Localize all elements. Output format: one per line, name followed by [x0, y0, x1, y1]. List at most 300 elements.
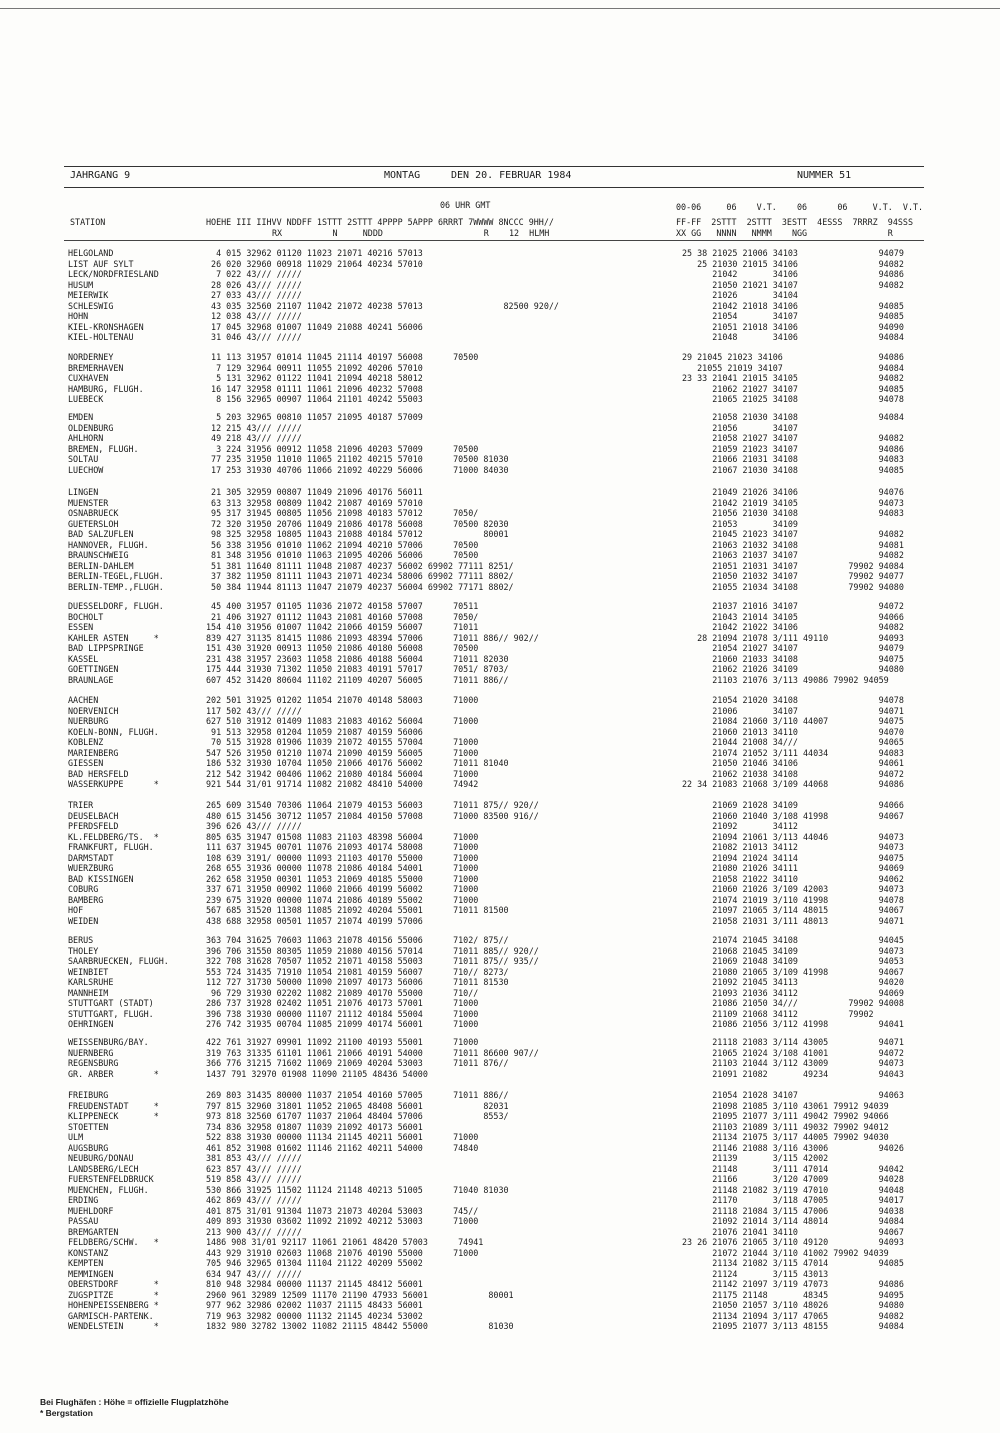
station-name: HOF — [68, 905, 84, 915]
summary-values: 21056 21030 34108 94083 — [682, 508, 904, 518]
observation-codes: 31 046 43/// ///// — [206, 332, 302, 342]
observation-codes: 231 438 31957 23603 11058 21086 40188 56004 71011 82030 — [206, 653, 509, 664]
summary-values: 21080 21065 3/109 41998 94067 — [682, 966, 904, 977]
station-name: KLIPPENECK * — [68, 1111, 159, 1121]
station-name: MEIERWIK — [68, 290, 109, 300]
station-name: AUGSBURG — [68, 1142, 109, 1153]
station-name: FUERSTENFELDBRUCK — [68, 1174, 154, 1184]
observation-codes: 7 129 32964 00911 11055 21092 40206 57010 — [206, 362, 423, 373]
station-name: KAHLER ASTEN * — [68, 632, 159, 643]
station-name: OLDENBURG — [68, 422, 114, 433]
report-date: DEN 20. FEBRUAR 1984 — [451, 170, 572, 181]
summary-values: 21050 21032 34107 79902 94077 — [682, 571, 904, 581]
observation-codes: 11 113 31957 01014 11045 21114 40197 56008 70500 — [206, 352, 479, 362]
summary-values: 21103 21089 3/111 49032 79902 94012 — [682, 1121, 889, 1132]
station-name: LINGEN — [68, 487, 99, 497]
summary-values: 21062 21027 34107 94085 — [682, 383, 904, 394]
observation-codes: 4 015 32962 01120 11023 21071 40216 57013 — [206, 248, 423, 258]
station-name: KONSTANZ — [68, 1247, 109, 1258]
summary-values: 21042 34106 94086 — [682, 269, 904, 279]
summary-values: 21044 21008 34/// 94065 — [682, 737, 904, 747]
observation-codes: 56 338 31956 01010 11062 21094 40210 57006 70500 — [206, 539, 479, 550]
observation-codes: 112 727 31730 50000 11090 21097 40173 56006 71011 81530 — [206, 977, 509, 987]
station-name: DEUSELBACH — [68, 810, 119, 821]
station-name: LUECHOW — [68, 464, 104, 475]
observation-codes: 8 156 32965 00907 11064 21101 40242 55003 — [206, 394, 423, 404]
summary-values: 21097 21065 3/114 48015 94067 — [682, 905, 904, 915]
summary-values: 21094 21024 34114 94075 — [682, 852, 904, 863]
observation-codes: 627 510 31912 01409 11083 21083 40162 56004 71000 — [206, 716, 479, 726]
observation-codes: 462 869 43/// ///// — [206, 1195, 302, 1205]
station-name: LANDSBERG/LECH — [68, 1163, 139, 1174]
station-name: KEMPTEN — [68, 1258, 104, 1268]
observation-codes: 276 742 31935 00704 11085 21099 40174 56001 71000 — [206, 1019, 479, 1029]
observation-codes: 262 658 31950 00301 11053 21069 40185 55000 71000 — [206, 873, 479, 884]
station-name: BOCHOLT — [68, 611, 104, 622]
summary-values: 21118 21083 3/114 43005 94071 — [682, 1037, 904, 1047]
summary-values: 21043 21014 34105 94066 — [682, 611, 904, 622]
observation-codes: 175 444 31930 71302 11050 21083 40191 57017 7051/ 8703/ — [206, 664, 509, 674]
observation-codes: 607 452 31420 80604 11102 21109 40207 56005 71011 886// — [206, 674, 509, 685]
right-header-row0: 00-06 06 V.T. 06 06 V.T. V.T. — [676, 202, 924, 212]
station-name: GR. ARBER * — [68, 1068, 159, 1079]
station-name: MUENCHEN, FLUGH. — [68, 1184, 149, 1195]
observation-codes: 77 235 31950 11010 11065 21102 40215 57010 70500 81030 — [206, 454, 509, 464]
summary-values: 21134 21075 3/117 44005 79902 94030 — [682, 1132, 889, 1142]
observation-codes: 63 313 32958 00809 11042 21087 40169 57010 — [206, 497, 423, 508]
station-name: KL.FELDBERG/TS. * — [68, 831, 159, 842]
summary-values: 21056 34107 — [682, 422, 798, 433]
summary-values: 21048 34106 94084 — [682, 332, 904, 342]
summary-values: 21042 21022 34106 94082 — [682, 622, 904, 632]
summary-values: 21148 3/111 47014 94042 — [682, 1163, 904, 1174]
observation-codes: 409 893 31930 03602 11092 21092 40212 53003 71000 — [206, 1216, 479, 1226]
summary-values: 21148 21082 3/119 47010 94048 — [682, 1184, 904, 1195]
observation-codes: 49 218 43/// ///// — [206, 433, 302, 443]
station-name: MUEHLDORF — [68, 1205, 114, 1216]
summary-values: 21058 21030 34108 94084 — [682, 412, 904, 422]
right-header-row2: XX GG NNNN NMMM NGG R — [676, 228, 893, 238]
summary-values: 21054 21020 34108 94078 — [682, 695, 904, 705]
summary-values: 21134 21094 3/117 47065 94082 — [682, 1310, 904, 1321]
station-name: MANNHEIM — [68, 987, 109, 998]
station-name: HOHENPEISSENBERG * — [68, 1300, 159, 1310]
station-name: GUETERSLOH — [68, 518, 119, 529]
station-name: SAARBRUECKEN, FLUGH. — [68, 956, 169, 966]
observation-codes: 839 427 31135 81415 11086 21093 48394 57006 71011 886// 902// — [206, 632, 539, 643]
observation-codes: 623 857 43/// ///// — [206, 1163, 302, 1174]
summary-values: 25 21030 21015 34106 94082 — [682, 258, 904, 269]
station-name: DUESSELDORF, FLUGH. — [68, 601, 164, 611]
station-name: ESSEN — [68, 622, 94, 632]
summary-values: 21092 34112 — [682, 821, 798, 831]
observation-codes: 37 382 11950 81111 11043 21071 40234 58006 69902 77111 8802/ — [206, 571, 514, 581]
observation-codes: 705 946 32965 01304 11104 21122 40209 55002 — [206, 1258, 423, 1268]
station-name: KIEL-KRONSHAGEN — [68, 321, 144, 332]
observation-codes: 111 637 31945 00701 11076 21093 40174 58008 71000 — [206, 842, 479, 852]
observation-codes: 461 852 31908 01602 11146 21162 40211 54000 74840 — [206, 1142, 479, 1153]
station-name: WEINBIET — [68, 966, 109, 977]
station-name: GOETTINGEN — [68, 664, 119, 674]
observation-codes: 3 224 31956 00912 11058 21096 40203 57009 70500 — [206, 443, 479, 454]
station-name: BRAUNSCHWEIG — [68, 550, 129, 560]
station-name: BERUS — [68, 935, 94, 945]
summary-values: 21058 21027 34107 94082 — [682, 433, 904, 443]
summary-values: 21095 21077 3/111 49042 79902 94066 — [682, 1111, 889, 1121]
summary-values: 21092 21045 34113 94020 — [682, 977, 904, 987]
observation-codes: 27 033 43/// ///// — [206, 290, 302, 300]
station-name: OSNABRUECK — [68, 508, 119, 518]
summary-values: 25 38 21025 21006 34103 94079 — [682, 248, 904, 258]
station-name: FREIBURG — [68, 1090, 109, 1100]
summary-values: 21074 21052 3/111 44034 94083 — [682, 747, 904, 758]
station-name: BERLIN-TEGEL,FLUGH. — [68, 571, 164, 581]
observation-codes: 319 763 31335 61101 11061 21066 40191 54000 71011 86600 907// — [206, 1047, 539, 1058]
station-name: OEHRINGEN — [68, 1019, 114, 1029]
station-name: GARMISCH-PARTENK. — [68, 1310, 154, 1321]
station-name: MUENSTER — [68, 497, 109, 508]
summary-values: 23 26 21076 21065 3/110 49120 94093 — [682, 1237, 904, 1247]
station-name: STOETTEN — [68, 1121, 109, 1132]
observation-codes: 151 430 31920 00913 11050 21086 40180 56008 70500 — [206, 643, 479, 653]
observation-codes: 530 866 31925 11502 11124 21148 40213 51005 71040 81030 — [206, 1184, 509, 1195]
observation-codes: 977 962 32986 02002 11037 21115 48433 56001 — [206, 1300, 423, 1310]
station-name: BERLIN-DAHLEM — [68, 560, 134, 571]
header-divider — [64, 240, 924, 241]
summary-values: 21086 21056 3/112 41998 94041 — [682, 1019, 904, 1029]
top-rule — [0, 8, 1000, 9]
station-name: HELGOLAND — [68, 248, 114, 258]
station-name: BREMGARTEN — [68, 1226, 119, 1237]
observation-codes: 480 615 31456 30712 11057 21084 40150 57008 71000 83500 916// — [206, 810, 539, 821]
summary-values: 21069 21028 34109 94066 — [682, 800, 904, 810]
summary-values: 21072 21044 3/110 41002 79902 94039 — [682, 1247, 889, 1258]
station-name: PFERDSFELD — [68, 821, 119, 831]
observation-codes: 2960 961 32989 12509 11170 21190 47933 56001 80001 — [206, 1289, 514, 1300]
station-name: NUERNBERG — [68, 1047, 114, 1058]
station-name: ULM — [68, 1132, 84, 1142]
observation-codes: 239 675 31920 00000 11074 21086 40189 55002 71000 — [206, 894, 479, 905]
summary-values: 21051 21031 34107 79902 94084 — [682, 560, 904, 571]
summary-values: 21050 21057 3/110 48026 94080 — [682, 1300, 904, 1310]
observation-codes: 634 947 43/// ///// — [206, 1268, 302, 1279]
summary-values: 21084 21060 3/110 44007 94075 — [682, 716, 904, 726]
summary-values: 21060 21040 3/108 41998 94067 — [682, 810, 904, 821]
summary-values: 21166 3/120 47009 94028 — [682, 1174, 904, 1184]
station-name: ERDING — [68, 1195, 99, 1205]
summary-values: 21053 34109 — [682, 518, 798, 529]
observation-codes: 81 348 31956 01010 11063 21095 40206 56006 70500 — [206, 550, 479, 560]
station-name: SOLTAU — [68, 454, 99, 464]
summary-values: 21042 21019 34105 94073 — [682, 497, 904, 508]
summary-values: 21054 21028 34107 94063 — [682, 1090, 904, 1100]
code-header-row1: HOEHE III IIHVV NDDFF 1STTT 2STTT 4PPPP 5APPP 6RRRT 7WWWW 8NCCC 9HH// — [206, 217, 554, 227]
station-name: WASSERKUPPE * — [68, 779, 159, 789]
station-name: FRANKFURT, FLUGH. — [68, 842, 154, 852]
weekday: MONTAG — [384, 170, 421, 181]
observation-codes: 28 026 43/// ///// — [206, 279, 302, 290]
station-name: WEIDEN — [68, 915, 99, 926]
observation-codes: 734 836 32958 01807 11039 21092 40173 56001 — [206, 1121, 423, 1132]
observation-codes: 98 325 32958 10805 11043 21088 40184 57012 80001 — [206, 529, 509, 539]
summary-values: 21045 21023 34107 94082 — [682, 529, 904, 539]
summary-values: 21065 21025 34108 94078 — [682, 394, 904, 404]
observation-codes: 17 253 31930 40706 11066 21092 40229 56006 71000 84030 — [206, 464, 509, 475]
station-name: HANNOVER, FLUGH. — [68, 539, 149, 550]
station-name: FREUDENSTADT * — [68, 1100, 159, 1111]
station-name: NUERBURG — [68, 716, 109, 726]
station-name: SCHLESWIG — [68, 300, 114, 311]
station-header: STATION — [70, 217, 106, 227]
station-name: AACHEN — [68, 695, 99, 705]
observation-codes: 381 853 43/// ///// — [206, 1153, 302, 1163]
station-name: NEUBURG/DONAU — [68, 1153, 134, 1163]
observation-codes: 186 532 31930 10704 11050 21066 40176 56002 71011 81040 — [206, 758, 509, 768]
summary-values: 21093 21036 34112 94069 — [682, 987, 904, 998]
summary-values: 21054 34107 94085 — [682, 311, 904, 321]
station-name: KIEL-HOLTENAU — [68, 332, 134, 342]
station-name: OBERSTDORF * — [68, 1279, 159, 1289]
observation-codes: 202 501 31925 01202 11054 21070 40148 58003 71000 — [206, 695, 479, 705]
observation-codes: 553 724 31435 71910 11054 21081 40159 56007 710// 8273/ — [206, 966, 509, 977]
summary-values: 21086 21050 34/// 79902 94008 — [682, 998, 904, 1008]
summary-values: 21067 21030 34108 94085 — [682, 464, 904, 475]
observation-codes: 7 022 43/// ///// — [206, 269, 302, 279]
summary-values: 21051 21018 34106 94090 — [682, 321, 904, 332]
station-name: WEISSENBURG/BAY. — [68, 1037, 149, 1047]
observation-codes: 21 406 31927 01112 11043 21081 40160 57008 7050/ — [206, 611, 479, 622]
observation-codes: 438 688 32958 00501 11057 21074 40199 57006 — [206, 915, 423, 926]
station-name: FELDBERG/SCHW. * — [68, 1237, 159, 1247]
station-name: KOBLENZ — [68, 737, 104, 747]
footnote-airports: Bei Flughäfen : Höhe = offizielle Flugplatzhöhe — [40, 1397, 229, 1407]
station-name: GIESSEN — [68, 758, 104, 768]
summary-values: 21060 21013 34110 94070 — [682, 726, 904, 737]
observation-codes: 286 737 31928 02402 11051 21076 40173 57001 71000 — [206, 998, 479, 1008]
observation-codes: 269 803 31435 80000 11037 21054 40160 57005 71011 886// — [206, 1090, 509, 1100]
station-name: BERLIN-TEMP.,FLUGH. — [68, 581, 164, 592]
summary-values: 21109 21068 34112 79902 — [682, 1008, 874, 1019]
summary-values: 21082 21013 34112 94073 — [682, 842, 904, 852]
observation-codes: 797 815 32960 31801 11052 21065 48408 56001 82031 — [206, 1100, 509, 1111]
station-name: NORDERNEY — [68, 352, 114, 362]
observation-codes: 366 776 31215 71602 11069 21069 40204 53003 71011 876// — [206, 1058, 509, 1068]
page-header — [64, 166, 924, 188]
summary-values: 21049 21026 34106 94076 — [682, 487, 904, 497]
station-name: BREMERHAVEN — [68, 362, 124, 373]
station-name: BAD KISSINGEN — [68, 873, 134, 884]
summary-values: 21060 21033 34108 94075 — [682, 653, 904, 664]
station-name: KARLSRUHE — [68, 977, 114, 987]
station-name: MEMMINGEN — [68, 1268, 114, 1279]
observation-codes: 5 131 32962 01122 11041 21094 40218 58012 — [206, 373, 423, 383]
summary-values: 21146 21088 3/116 43006 94026 — [682, 1142, 904, 1153]
observation-codes: 268 655 31936 00000 11078 21086 40184 54001 71000 — [206, 863, 479, 873]
observation-codes: 70 515 31928 01906 11039 21072 40155 57004 71000 — [206, 737, 479, 747]
summary-values: 21076 21041 34110 94067 — [682, 1226, 904, 1237]
station-name: HOHN — [68, 311, 89, 321]
station-name: REGENSBURG — [68, 1058, 119, 1068]
observation-codes: 12 215 43/// ///// — [206, 422, 302, 433]
station-name: STUTTGART (STADT) — [68, 998, 154, 1008]
summary-values: 21060 21026 3/109 42003 94073 — [682, 884, 904, 894]
summary-values: 21065 21024 3/108 41001 94072 — [682, 1047, 904, 1058]
summary-values: 21054 21027 34107 94079 — [682, 643, 904, 653]
observation-codes: 212 542 31942 00406 11062 21080 40184 56004 71000 — [206, 768, 479, 779]
observation-codes: 1437 791 32970 01908 11090 21105 48436 54000 — [206, 1068, 428, 1079]
observation-codes: 363 704 31625 70603 11063 21078 40156 55006 7102/ 875// — [206, 935, 509, 945]
observation-time: 06 UHR GMT — [440, 200, 491, 210]
summary-values: 21062 21038 34108 94072 — [682, 768, 904, 779]
summary-values: 21068 21045 34109 94073 — [682, 945, 904, 956]
summary-values: 21103 21044 3/112 43009 94073 — [682, 1058, 904, 1068]
observation-codes: 805 635 31947 01508 11083 21103 48398 56004 71000 — [206, 831, 479, 842]
summary-values: 21074 21045 34108 94045 — [682, 935, 904, 945]
station-name: AHLHORN — [68, 433, 104, 443]
station-name: BREMEN, FLUGH. — [68, 443, 139, 454]
observation-codes: 43 035 32560 21107 11042 21072 40238 57013 82500 920// — [206, 300, 559, 311]
summary-values: 29 21045 21023 34106 94086 — [682, 352, 904, 362]
observation-codes: 1486 908 31/01 92117 11061 21061 48420 57003 74941 — [206, 1237, 484, 1247]
footnote-mountain: * Bergstation — [40, 1408, 93, 1418]
summary-values: 21139 3/115 42002 — [682, 1153, 829, 1163]
observation-codes: 422 761 31927 09901 11092 21100 40193 55001 71000 — [206, 1037, 479, 1047]
issue-number: NUMMER 51 — [797, 170, 852, 181]
observation-codes: 26 020 32960 00918 11029 21064 40234 57010 — [206, 258, 423, 269]
station-name: HUSUM — [68, 279, 94, 290]
summary-values: 21142 21097 3/119 47073 94086 — [682, 1279, 904, 1289]
observation-codes: 5 203 32965 00810 11057 21095 40187 57009 — [206, 412, 423, 422]
summary-values: 21059 21023 34107 94086 — [682, 443, 904, 454]
summary-values: 21050 21046 34106 94061 — [682, 758, 904, 768]
summary-values: 21055 21034 34108 79902 94080 — [682, 581, 904, 592]
observation-codes: 519 858 43/// ///// — [206, 1174, 302, 1184]
summary-values: 21170 3/118 47005 94017 — [682, 1195, 904, 1205]
summary-values: 21063 21032 34108 94081 — [682, 539, 904, 550]
observation-codes: 322 708 31628 70507 11052 21071 40158 55003 71011 875// 935// — [206, 956, 539, 966]
summary-values: 21063 21037 34107 94082 — [682, 550, 904, 560]
summary-values: 21069 21048 34109 94053 — [682, 956, 904, 966]
summary-values: 21092 21014 3/114 48014 94084 — [682, 1216, 904, 1226]
summary-values: 21055 21019 34107 94084 — [682, 362, 904, 373]
observation-codes: 95 317 31945 00805 11056 21098 40183 57012 7050/ — [206, 508, 479, 518]
observation-codes: 396 706 31550 80305 11059 21080 40156 57014 71011 885// 920// — [206, 945, 539, 956]
summary-values: 21134 21082 3/115 47014 94085 — [682, 1258, 904, 1268]
observation-codes: 443 929 31910 02603 11068 21076 40190 55000 71000 — [206, 1247, 479, 1258]
observation-codes: 337 671 31950 00902 11060 21066 40199 56002 71000 — [206, 884, 479, 894]
summary-values: 21080 21026 34111 94069 — [682, 863, 904, 873]
observation-codes: 1832 980 32782 13002 11082 21115 48442 55000 81030 — [206, 1321, 514, 1331]
observation-codes: 396 738 31930 00000 11107 21112 40184 55004 71000 — [206, 1008, 479, 1019]
summary-values: 21058 21022 34110 94062 — [682, 873, 904, 884]
observation-codes: 12 038 43/// ///// — [206, 311, 302, 321]
station-name: LUEBECK — [68, 394, 104, 404]
station-name: BAD LIPPSPRINGE — [68, 643, 144, 653]
code-header-row2: RX N NDDD R 12 HLMH — [272, 228, 550, 238]
station-name: DARMSTADT — [68, 852, 114, 863]
observation-codes: 91 513 32958 01204 11059 21087 40159 56006 — [206, 726, 423, 737]
station-name: WENDELSTEIN * — [68, 1321, 159, 1331]
summary-values: 21037 21016 34107 94072 — [682, 601, 904, 611]
station-name: KASSEL — [68, 653, 99, 664]
summary-values: 21095 21077 3/113 48155 94084 — [682, 1321, 904, 1331]
summary-values: 21066 21031 34108 94083 — [682, 454, 904, 464]
station-name: COBURG — [68, 884, 99, 894]
station-name: KOELN-BONN, FLUGH. — [68, 726, 159, 737]
observation-codes: 50 384 11944 81113 11047 21079 40237 56004 69902 77171 8802/ — [206, 581, 514, 592]
summary-values: 21124 3/115 43013 — [682, 1268, 829, 1279]
jahrgang: JAHRGANG 9 — [70, 170, 131, 181]
observation-codes: 921 544 31/01 91714 11082 21082 48410 54000 74942 — [206, 779, 479, 789]
summary-values: 21094 21061 3/113 44046 94073 — [682, 831, 904, 842]
observation-codes: 265 609 31540 70306 11064 21079 40153 56003 71011 875// 920// — [206, 800, 539, 810]
summary-values: 23 33 21041 21015 34105 94082 — [682, 373, 904, 383]
observation-codes: 45 400 31957 01105 11036 21072 40158 57007 70511 — [206, 601, 479, 611]
summary-values: 21050 21021 34107 94082 — [682, 279, 904, 290]
summary-values: 21091 21082 49234 94043 — [682, 1068, 904, 1079]
observation-codes: 810 948 32984 00000 11137 21145 48412 56001 — [206, 1279, 423, 1289]
observation-codes: 213 900 43/// ///// — [206, 1226, 302, 1237]
station-name: PASSAU — [68, 1216, 99, 1226]
station-name: BAD HERSFELD — [68, 768, 129, 779]
summary-values: 21175 21148 48345 94095 — [682, 1289, 904, 1300]
observation-codes: 401 875 31/01 91304 11073 21073 40204 53003 745// — [206, 1205, 479, 1216]
observation-codes: 522 838 31930 00000 11134 21145 40211 56001 71000 — [206, 1132, 479, 1142]
station-name: BAD SALZUFLEN — [68, 529, 134, 539]
observation-codes: 567 685 31520 11308 11085 21092 40204 55001 71011 81500 — [206, 905, 509, 915]
station-name: THOLEY — [68, 945, 99, 956]
summary-values: 21006 34107 94071 — [682, 705, 904, 716]
observation-codes: 154 410 31956 01007 11042 21066 40159 56007 71011 — [206, 622, 479, 632]
station-name: ZUGSPITZE * — [68, 1289, 159, 1300]
summary-values: 21062 21026 34109 94080 — [682, 664, 904, 674]
observation-codes: 547 526 31950 01210 11074 21090 40159 56005 71000 — [206, 747, 479, 758]
summary-values: 21103 21076 3/113 49086 79902 94059 — [682, 674, 889, 685]
station-name: STUTTGART, FLUGH. — [68, 1008, 154, 1019]
observation-codes: 51 381 11640 81111 11048 21087 40237 56002 69902 77111 8251/ — [206, 560, 514, 571]
summary-values: 21074 21019 3/110 41998 94078 — [682, 894, 904, 905]
station-name: BRAUNLAGE — [68, 674, 114, 685]
summary-values: 21058 21031 3/111 48013 94071 — [682, 915, 904, 926]
observation-codes: 21 305 32959 00807 11049 21096 40176 56011 — [206, 487, 423, 497]
station-name: BAMBERG — [68, 894, 104, 905]
station-name: LIST AUF SYLT — [68, 258, 134, 269]
summary-values: 21098 21085 3/110 43061 79912 94039 — [682, 1100, 889, 1111]
observation-codes: 16 147 32958 01111 11061 21096 40232 57008 — [206, 383, 423, 394]
station-name: NOERVENICH — [68, 705, 119, 716]
summary-values: 22 34 21083 21068 3/109 44068 94086 — [682, 779, 904, 789]
observation-codes: 719 963 32982 00000 11132 21145 40234 53002 — [206, 1310, 423, 1321]
station-name: EMDEN — [68, 412, 94, 422]
observation-codes: 96 729 31930 02202 11082 21089 40170 55000 710// — [206, 987, 479, 998]
observation-codes: 17 045 32968 01007 11049 21088 40241 56006 — [206, 321, 423, 332]
station-name: WUERZBURG — [68, 863, 114, 873]
summary-values: 21042 21018 34106 94085 — [682, 300, 904, 311]
observation-codes: 72 320 31950 20706 11049 21086 40178 56008 70500 82030 — [206, 518, 509, 529]
station-name: HAMBURG, FLUGH. — [68, 383, 144, 394]
observation-codes: 973 818 32560 61707 11037 21064 48404 57006 8553/ — [206, 1111, 509, 1121]
observation-codes: 396 626 43/// ///// — [206, 821, 302, 831]
right-header-row1: FF-FF 2STTT 2STTT 3ESTT 4ESSS 7RRRZ 94SSS — [676, 217, 913, 227]
station-name: MARIENBERG — [68, 747, 119, 758]
observation-codes: 117 502 43/// ///// — [206, 705, 302, 716]
summary-values: 21026 34104 — [682, 290, 798, 300]
station-name: LECK/NORDFRIESLAND — [68, 269, 159, 279]
station-name: CUXHAVEN — [68, 373, 109, 383]
summary-values: 21118 21084 3/115 47006 94038 — [682, 1205, 904, 1216]
observation-codes: 108 639 3191/ 00000 11093 21103 40170 55000 71000 — [206, 852, 479, 863]
summary-values: 28 21094 21078 3/111 49110 94093 — [682, 632, 904, 643]
